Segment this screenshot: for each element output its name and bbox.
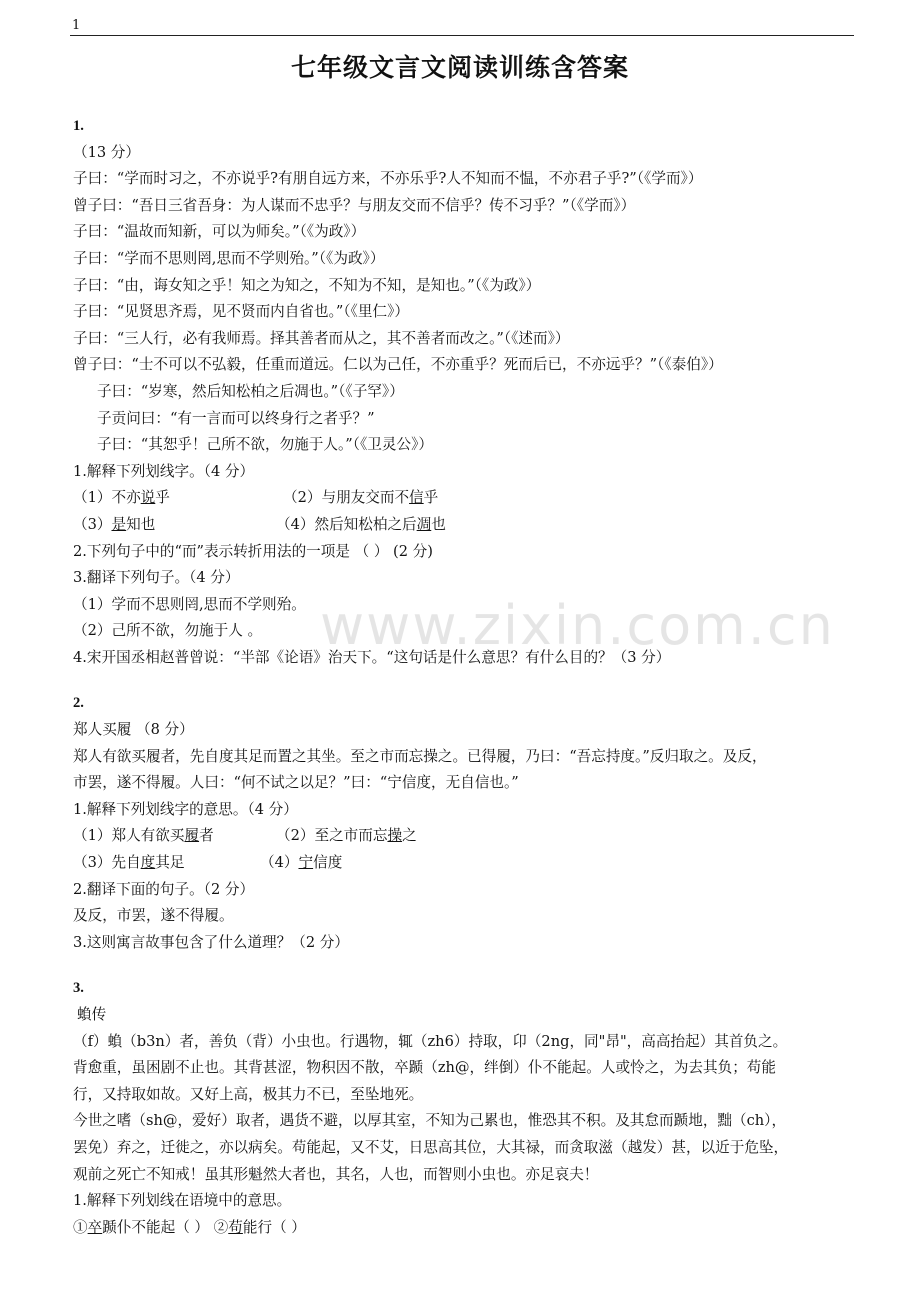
passage-line: 行，又持取如故。又好上高，极其力不已，至坠地死。 xyxy=(73,1085,424,1103)
passage-line: 子曰：“三人行，必有我师焉。择其善者而从之，其不善者而改之。”（《述而》） xyxy=(73,329,570,347)
watermark: www.zixin.com.cn xyxy=(320,594,835,657)
question-4: 4.宋开国丞相赵普曾说：“半部《论语》治天下。“这句话是什么意思？有什么目的？（3 分） xyxy=(73,648,671,666)
question-3: 3.翻译下列句子。（4 分） xyxy=(73,569,240,587)
passage-line: 曾子曰：“士不可以不弘毅，任重而道远。仁以为己任，不亦重乎？死而后已，不亦远乎？”（《泰伯》） xyxy=(73,356,723,374)
question-1-items-row xyxy=(73,1215,855,1242)
question-1-items-row xyxy=(73,850,855,877)
passage-line-indented: 子曰：“岁寒，然后知松柏之后凋也。”（《子罕》） xyxy=(97,382,404,400)
passage-line: 今世之嗜（sh@，爱好）取者，遇货不避，以厚其室，不知为己累也，惟恐其不积。及其怠而踬地，黜（ch）， xyxy=(73,1112,787,1130)
passage-line-indented: 子曰：“其恕乎！己所不欲，勿施于人。”（《卫灵公》） xyxy=(97,436,433,454)
document-body xyxy=(73,113,855,1241)
section-1-number: 1. xyxy=(73,118,84,134)
section-3-heading: 蝜传 xyxy=(77,1006,107,1023)
section-3-number: 3. xyxy=(73,980,84,997)
passage-line-indented: 子贡问曰：“有一言而可以终身行之者乎？” xyxy=(97,409,375,427)
passage-line: 子曰：“见贤思齐焉，见不贤而内自省也。”（《里仁》） xyxy=(73,303,409,321)
question-3-item-2: （2）己所不欲，勿施于人 。 xyxy=(73,622,263,640)
question-1-item-4: （4）然后知松柏之后凋也 xyxy=(276,515,446,533)
passage-line: 郑人有欲买履者，先自度其足而置之其坐。至之市而忘操之。已得履，乃曰：“吾忘持度。”反归取之。及反， xyxy=(73,747,767,765)
passage-line: 背愈重，虽困剧不止也。其背甚涩，物积因不散，卒踬（zh@，绊倒）仆不能起。人或怜之，为去其负；苟能 xyxy=(73,1059,776,1077)
question-3: 3.这则寓言故事包含了什么道理？（2 分） xyxy=(73,933,349,951)
passage-line: （f）蝜（b3n）者，善负（背）小虫也。行遇物，辄（zh6）持取，卬（2ng，同"昂"，高高抬起）其首负之。 xyxy=(73,1032,788,1050)
section-2-heading: 郑人买履 （8 分） xyxy=(73,721,194,739)
question-1-item-1: （1）郑人有欲买履者 xyxy=(73,827,214,845)
question-1-item-2: （2）至之市而忘操之 xyxy=(276,827,417,845)
question-1-item-2: （2）与朋友交而不信乎 xyxy=(283,489,439,507)
passage-line: 子曰：“由，诲女知之乎！知之为知之，不知为不知，是知也。”（《为政》） xyxy=(73,276,541,294)
question-1-items-row xyxy=(73,512,855,539)
question-1-items-row xyxy=(73,823,855,850)
question-1-item-1: （1）不亦说乎 xyxy=(73,489,170,507)
question-2-sentence: 及反，市罢，遂不得履。 xyxy=(73,907,234,925)
passage-line: 子曰：“学而不思则罔,思而不学则殆。”（《为政》） xyxy=(73,249,385,267)
section-2-number: 2. xyxy=(73,695,84,712)
question-1-item-2: ②苟能行（ ） xyxy=(213,1218,306,1236)
question-2: 2.翻译下面的句子。（2 分） xyxy=(73,880,255,898)
question-2: 2.下列句子中的“而”表示转折用法的一项是 （ ） (2 分) xyxy=(73,542,433,560)
section-1-score: （13 分） xyxy=(73,143,140,161)
passage-line: 罢免）弃之，迁徙之，亦以病矣。苟能起，又不艾，日思高其位，大其禄，而贪取滋（越发）甚，以近于危坠， xyxy=(73,1138,789,1156)
passage-line: 观前之死亡不知戒！虽其形魁然大者也，其名，人也，而智则小虫也。亦足哀夫！ xyxy=(73,1165,599,1183)
passage-line: 市罢，遂不得履。人曰：“何不试之以足？”曰：“宁信度，无自信也。” xyxy=(73,774,519,792)
document-title: 七年级文言文阅读训练含答案 xyxy=(290,53,629,82)
passage-line: 曾子曰：“吾日三省吾身：为人谋而不忠乎？与朋友交而不信乎？传不习乎？”（《学而》） xyxy=(73,196,636,214)
header-rule xyxy=(70,35,854,36)
question-1: 1.解释下列划线在语境中的意思。 xyxy=(73,1192,292,1210)
question-1-item-3: （3）是知也 xyxy=(73,515,156,533)
question-3-item-1: （1）学而不思则罔,思而不学则殆。 xyxy=(73,595,306,613)
question-1-item-3: （3）先自度其足 xyxy=(73,854,185,872)
passage-line: 子曰：“温故而知新，可以为师矣。”（《为政》） xyxy=(73,223,366,241)
question-1: 1.解释下列划线字的意思。（4 分） xyxy=(73,800,298,818)
passage-line: 子曰：“学而时习之，不亦说乎?有朋自远方来，不亦乐乎?人不知而不愠，不亦君子乎?”（《学而》） xyxy=(73,170,703,188)
question-1-item-1: ①卒踬仆不能起（ ） xyxy=(73,1218,210,1236)
page-number: 1 xyxy=(72,18,81,33)
question-1: 1.解释下列划线字。（4 分） xyxy=(73,462,255,480)
question-1-items-row xyxy=(73,485,855,512)
question-1-item-4: （4）宁信度 xyxy=(260,854,343,872)
